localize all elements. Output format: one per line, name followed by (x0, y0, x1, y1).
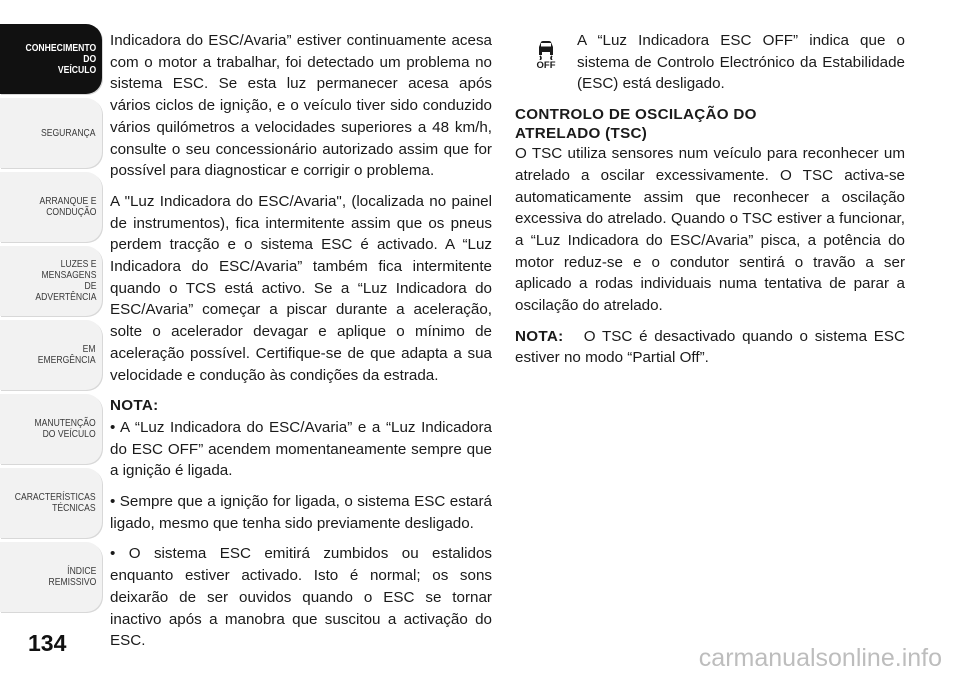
right-column (515, 30, 905, 378)
skid-car-icon (534, 38, 558, 60)
note-label: NOTA: (515, 327, 564, 345)
tab-label: CONHECIMENTO DO VEÍCULO (25, 41, 96, 76)
tab-indice-remissivo[interactable] (0, 542, 102, 612)
esc-off-icon (515, 30, 577, 95)
paragraph: Indicadora do ESC/Avaria” estiver continuamente acesa com o motor a trabalhar, foi detectado um problema no sistema ESC. Se esta luz permanecer acesa após vários ciclos de ignição, e o veículo tiver sido conduzido vários quilómetros a velocidades superiores a 48 km/h, consulte o seu concessionário autorizado assim que for possível para diagnosticar e corrigir o problema. (110, 32, 492, 180)
section-heading (515, 105, 905, 143)
page-number: 134 (28, 630, 67, 656)
tab-label: SEGURANÇA (41, 126, 96, 139)
bullet-item: • O sistema ESC emitirá zumbidos ou estalidos enquanto estiver activado. Isto é normal; os sons deixarão de ser ouvidos quando o ESC se tornar inactivo após a manobra que suscitou a activação do ESC. (110, 545, 492, 650)
heading-line: CONTROLO DE OSCILAÇÃO DO (515, 106, 757, 124)
off-label: OFF (536, 60, 556, 71)
esc-off-warning (515, 30, 905, 95)
tab-label: MANUTENÇÃO DO VEÍCULO (34, 417, 96, 440)
tab-label: CARACTERÍSTICAS TÉCNICAS (15, 491, 96, 514)
tab-conhecimento-do-veiculo[interactable] (0, 24, 102, 94)
tab-label: LUZES E MENSAGENS DE ADVERTÊNCIA (34, 258, 96, 303)
tab-luzes-e-mensagens[interactable] (0, 246, 102, 316)
tab-label: ARRANQUE E CONDUÇÃO (39, 195, 96, 218)
note-text: O TSC é desactivado quando o sistema ESC estiver no modo “Partial Off”. (515, 327, 905, 367)
paragraph: O TSC utiliza sensores num veículo para reconhecer um atrelado a oscilar excessivamente. O TSC activa-se automaticamente assim que reconhecer a oscilação excessiva do atrelado. Quando o TSC estiver a funcionar, a “Luz Indicadora do ESC/Avaria” pisca, a potência do motor reduz-se e o condutor sentirá o travão a ser aplicado a rodas individuais numa tentativa de parar a oscilação do atrelado. (515, 145, 905, 315)
left-column (110, 30, 492, 661)
warning-text: A “Luz Indicadora ESC OFF” indica que o sistema de Controlo Electrónico da Estabilidade (ESC) está desligado. (577, 32, 905, 93)
paragraph: A "Luz Indicadora do ESC/Avaria", (localizada no painel de instrumentos), fica intermitente assim que os pneus perdem tracção e o sistema ESC é activado. A “Luz Indicadora do ESC/Avaria” também fica intermitente quando o TCS está activo. Se a “Luz Indicadora do ESC/Avaria” começar a piscar durante a aceleração, solte o acelerador devagar e aplique o mínimo de aceleração possível. Certifique-se de que adapta a sua velocidade e condução às condições da estrada. (110, 192, 492, 384)
note-label: NOTA: (110, 397, 159, 415)
heading-line: ATRELADO (TSC) (515, 125, 648, 143)
tab-label: ÍNDICE REMISSIVO (48, 565, 96, 588)
tab-seguranca[interactable] (0, 98, 102, 168)
tab-label: EM EMERGÊNCIA (38, 343, 96, 366)
tab-manutencao-do-veiculo[interactable] (0, 394, 102, 464)
bullet-item: • Sempre que a ignição for ligada, o sistema ESC estará ligado, mesmo que tenha sido previamente desligado. (110, 493, 492, 532)
watermark: carmanualsonline.info (698, 644, 942, 672)
tab-caracteristicas-tecnicas[interactable] (0, 468, 102, 538)
tab-arranque-e-conducao[interactable] (0, 172, 102, 242)
tab-em-emergencia[interactable] (0, 320, 102, 390)
note-paragraph (515, 326, 905, 369)
bullet-item: • A “Luz Indicadora do ESC/Avaria” e a “Luz Indicadora do ESC OFF” acendem momentaneamente sempre que a ignição é ligada. (110, 418, 492, 480)
chapter-tabs (0, 24, 102, 616)
